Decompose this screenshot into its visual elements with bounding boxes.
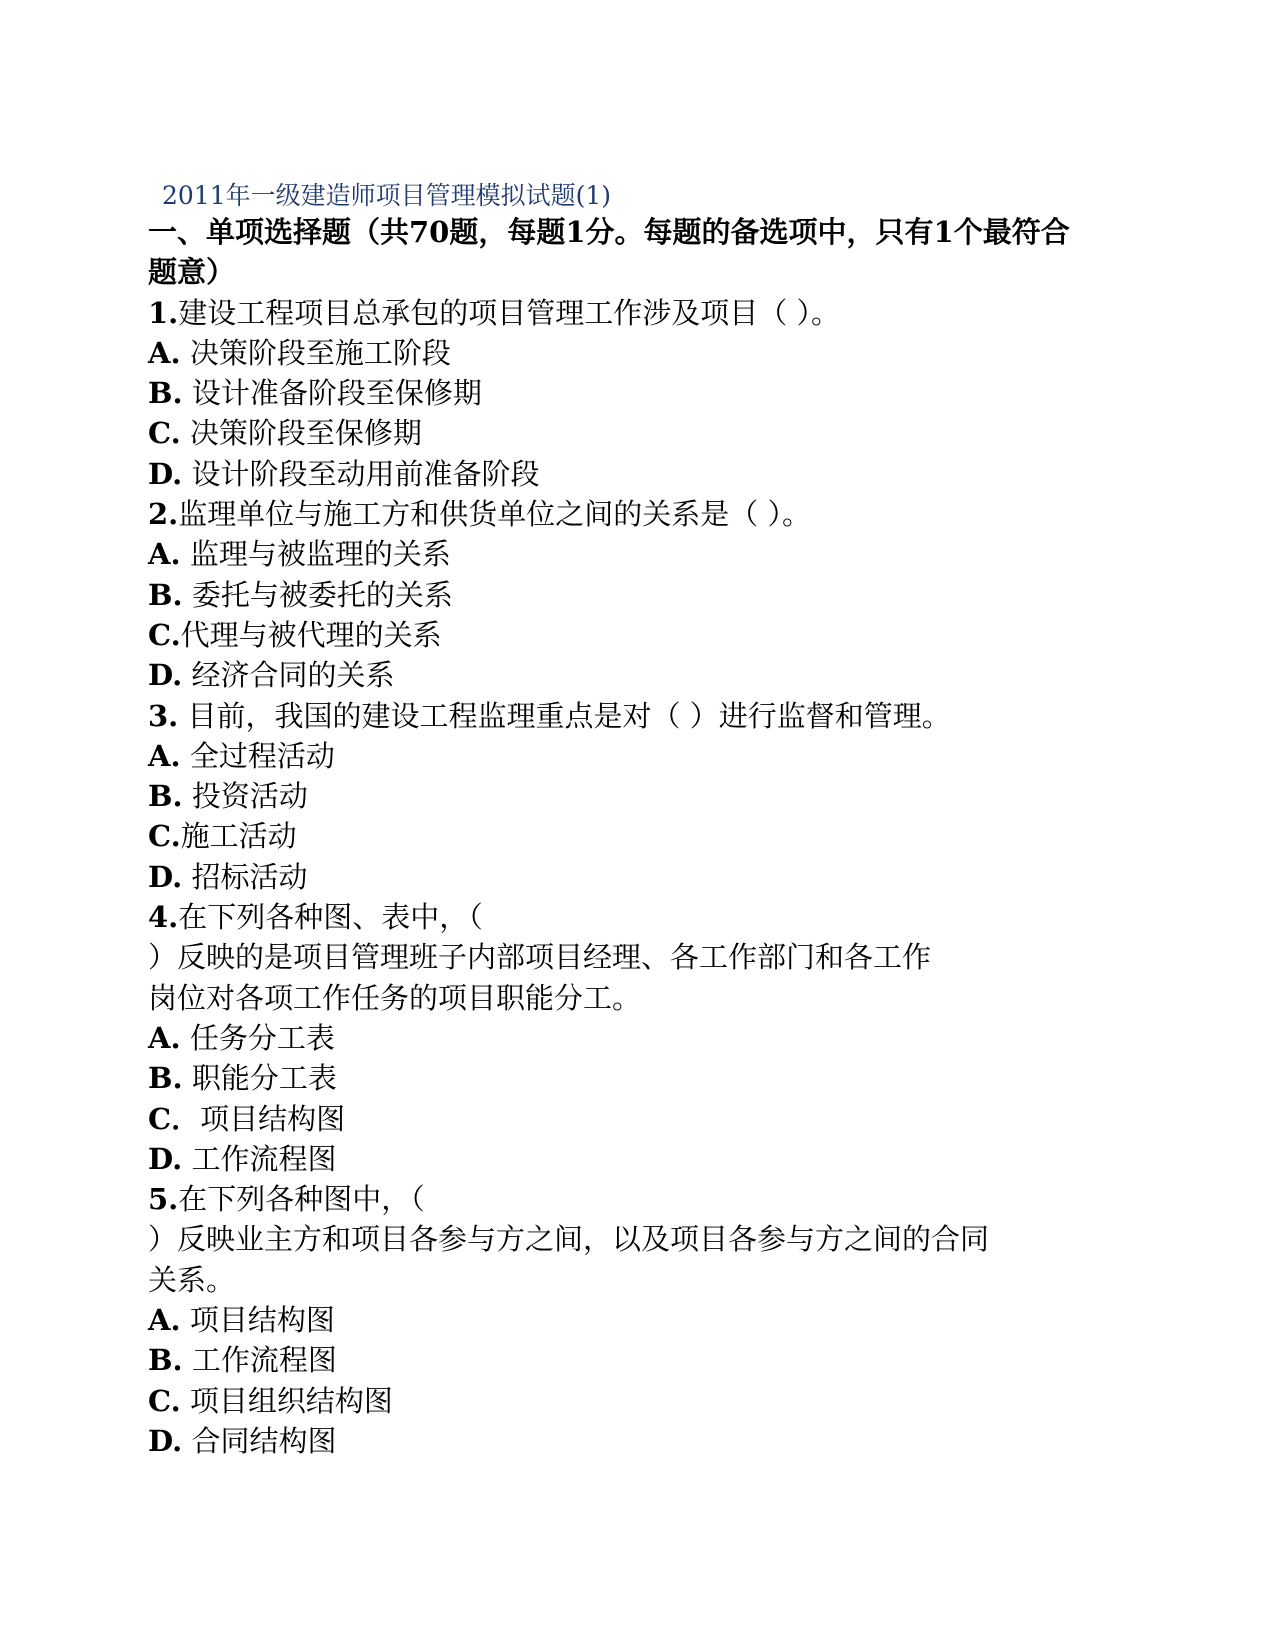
section-heading-line-1: 一、单项选择题（共70题，每题1分。每题的备选项中，只有1个最符合 [148,215,1070,249]
option-text: 全过程活动 [189,738,335,773]
option-label: A. [148,537,181,572]
option-text: 投资活动 [191,779,308,814]
question-4-option-c [148,1099,1128,1139]
option-label: C. [148,416,181,451]
question-3-option-b [148,776,1128,816]
option-text: 代理与被代理的关系 [180,617,442,652]
option-text: 工作流程图 [191,1141,337,1176]
question-1-option-c [148,413,1128,453]
question-5-option-a [148,1300,1128,1340]
document-title: 2011年一级建造师项目管理模拟试题(1) [162,181,612,210]
option-label: D. [148,456,183,491]
question-2-option-c [148,615,1128,655]
question-5-number: 5. [148,1182,179,1217]
option-text: 监理与被监理的关系 [189,537,451,572]
question-5-stem-line-1 [148,1179,1128,1219]
option-text: 施工活动 [180,819,297,854]
question-1-option-b [148,373,1128,413]
question-2-option-a [148,534,1128,574]
question-5-option-b [148,1340,1128,1380]
question-5-stem-line-3: 关系。 [148,1262,236,1297]
question-4-stem-line-2: ）反映的是项目管理班子内部项目经理、各工作部门和各工作 [148,940,932,975]
question-4-option-b [148,1058,1128,1098]
option-label: A. [148,1020,181,1055]
question-2-stem [148,494,1128,534]
question-1-number: 1. [148,295,179,330]
question-1-option-d [148,454,1128,494]
question-2-option-d [148,655,1128,695]
option-text: 设计阶段至动用前准备阶段 [191,456,540,491]
option-text: 项目结构图 [189,1303,335,1338]
question-2-text: 监理单位与施工方和供货单位之间的关系是（ ）。 [178,497,812,532]
option-label: D. [148,658,183,693]
question-4-stem-line-1 [148,897,1128,937]
option-label: A. [148,1303,181,1338]
option-label: B. [148,376,183,411]
option-text: 工作流程图 [191,1343,337,1378]
question-3-text: 目前，我国的建设工程监理重点是对（ ）进行监督和管理。 [187,698,951,733]
question-4-text: 在下列各种图、表中，（ [178,900,483,935]
question-3-option-d [148,857,1128,897]
question-4-stem-line-3: 岗位对各项工作任务的项目职能分工。 [148,980,642,1015]
document-body [148,212,1128,1461]
option-label: B. [148,779,183,814]
option-label: D. [148,859,183,894]
option-label: C. [148,617,181,652]
option-label: C． [148,1101,201,1136]
question-4-option-a [148,1018,1128,1058]
option-text: 委托与被委托的关系 [191,577,453,612]
option-label: C. [148,819,181,854]
option-label: C. [148,1383,181,1418]
question-1-stem [148,293,1128,333]
option-label: B. [148,1061,183,1096]
option-text: 任务分工表 [189,1020,335,1055]
question-1-option-a [148,333,1128,373]
option-label: A. [148,738,181,773]
question-1-text: 建设工程项目总承包的项目管理工作涉及项目（ ）。 [178,295,841,330]
question-4-number: 4. [148,900,179,935]
question-3-option-c [148,816,1128,856]
question-3-stem [148,696,1128,736]
question-5-stem-line-2: ）反映业主方和项目各参与方之间，以及项目各参与方之间的合同 [148,1222,990,1257]
question-3-option-a [148,736,1128,776]
option-label: D. [148,1423,183,1458]
option-text: 职能分工表 [191,1061,337,1096]
option-label: A. [148,335,181,370]
option-text: 经济合同的关系 [191,658,395,693]
option-text: 合同结构图 [191,1423,337,1458]
option-text: 设计准备阶段至保修期 [191,376,482,411]
option-text: 决策阶段至保修期 [189,416,422,451]
option-text: 决策阶段至施工阶段 [189,335,451,370]
option-text: 项目组织结构图 [189,1383,393,1418]
question-4-option-d [148,1139,1128,1179]
question-5-option-c [148,1381,1128,1421]
option-text: 招标活动 [191,859,308,894]
question-2-number: 2. [148,497,179,532]
option-text: 项目结构图 [200,1101,346,1136]
option-label: D. [148,1141,183,1176]
option-label: B. [148,577,183,612]
question-5-option-d [148,1421,1128,1461]
option-label: B. [148,1343,183,1378]
section-heading-line-2: 题意） [148,255,236,290]
question-5-text: 在下列各种图中，（ [178,1182,425,1217]
question-2-option-b [148,575,1128,615]
question-3-number: 3. [148,698,179,733]
